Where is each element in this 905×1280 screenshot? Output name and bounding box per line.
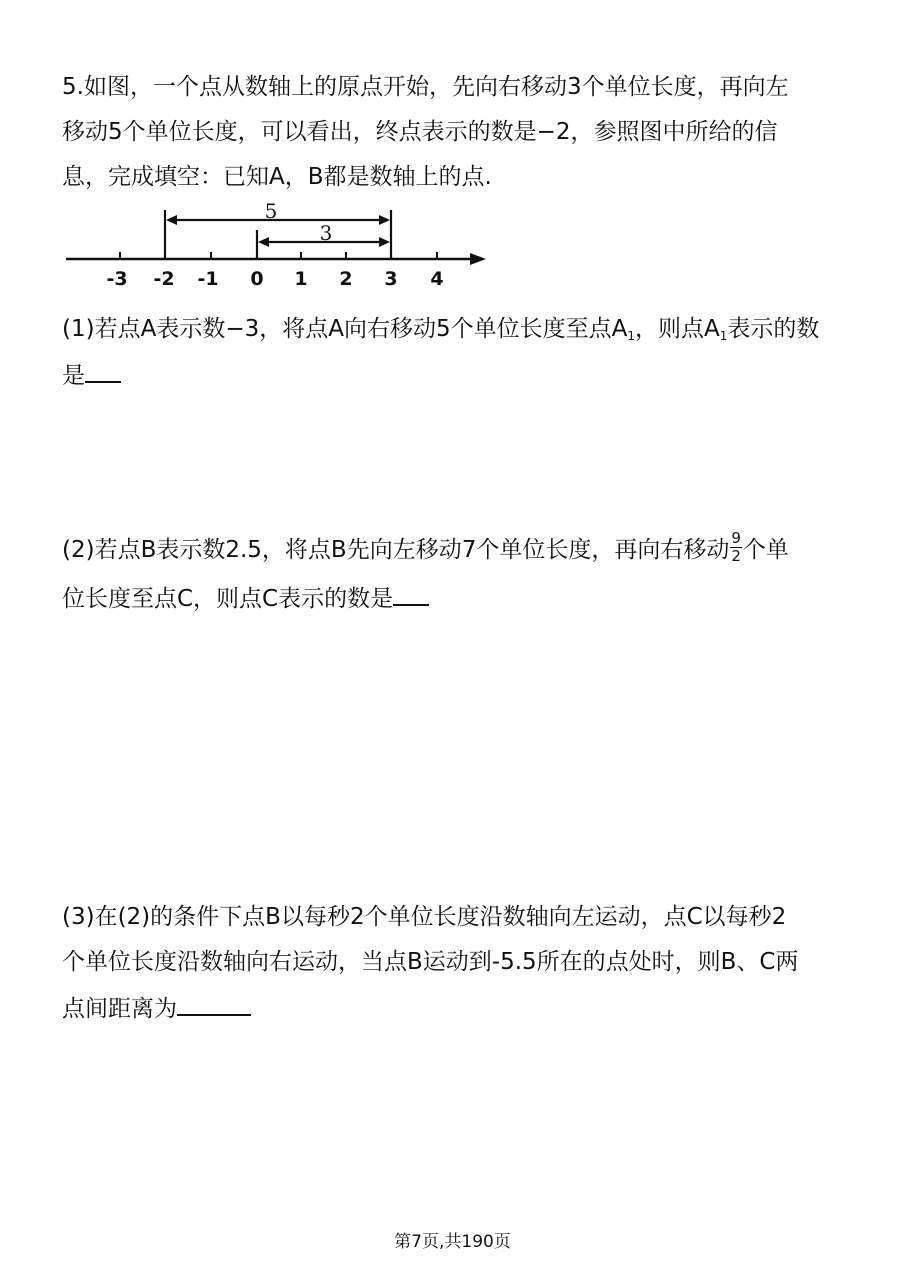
- q2-fraction: [730, 531, 742, 564]
- tick-label: 1: [294, 268, 308, 290]
- tick-label: 0: [250, 268, 264, 290]
- tick-label: -3: [106, 268, 128, 290]
- q3-answer-blank[interactable]: [177, 996, 251, 1016]
- q3-text: 点间距离为: [62, 996, 177, 1022]
- intro-line-3: 息，完成填空：已知A，B都是数轴上的点.: [62, 164, 492, 190]
- q1-text-b: ，则点A: [634, 316, 720, 342]
- intro-line-1: 5.如图，一个点从数轴上的原点开始，先向右移动3个单位长度，再向左: [62, 74, 789, 100]
- page-footer: 第7页,共190页: [394, 1232, 511, 1252]
- q1-subscript-2: 1: [719, 329, 728, 343]
- q1-line-1: [62, 318, 819, 342]
- arrow-long-left-head: [166, 215, 177, 225]
- q1-text-c: 表示的数: [727, 316, 820, 342]
- q1-line-2: [62, 363, 121, 388]
- fraction-numerator: 9: [731, 529, 741, 547]
- arrow-short-right-head: [379, 237, 390, 247]
- q2-text-c: 位长度至点C，则点C表示的数是: [62, 586, 394, 612]
- q1-subscript: 1: [627, 329, 635, 343]
- number-line-figure: [60, 200, 500, 295]
- q2-text-a: (2)若点B表示数2.5，将点B先向左移动7个单位长度，再向右移动: [62, 537, 730, 563]
- q2-text-b: 个单: [742, 537, 789, 563]
- tick-label: 3: [384, 268, 398, 290]
- tick-label: 4: [430, 268, 444, 290]
- tick-label: -1: [197, 268, 219, 290]
- q1-text-d: 是: [62, 363, 85, 389]
- fraction-denominator: 2: [731, 547, 741, 565]
- arrow-long-label: 5: [264, 200, 278, 223]
- arrow-short-left-head: [258, 237, 269, 247]
- q3-line-3: [62, 996, 251, 1021]
- q3-line-2: 个单位长度沿数轴向右运动，当点B运动到-5.5所在的点处时，则B、C两: [62, 949, 799, 975]
- intro-line-2: 移动5个单位长度，可以看出，终点表示的数是−2，参照图中所给的信: [62, 119, 778, 145]
- tick-label: 2: [339, 268, 353, 290]
- arrow-short-label: 3: [319, 221, 333, 245]
- axis-arrowhead: [470, 253, 486, 265]
- q1-text-a: (1)若点A表示数−3，将点A向右移动5个单位长度至点A: [62, 316, 628, 342]
- q2-line-1: [62, 529, 789, 567]
- q2-answer-blank[interactable]: [393, 586, 429, 606]
- arrow-long-right-head: [379, 215, 390, 225]
- q2-line-2: [62, 586, 429, 611]
- q1-answer-blank[interactable]: [85, 363, 121, 383]
- q3-line-1: (3)在(2)的条件下点B以每秒2个单位长度沿数轴向左运动，点C以每秒2: [62, 904, 787, 930]
- tick-label: -2: [153, 268, 175, 290]
